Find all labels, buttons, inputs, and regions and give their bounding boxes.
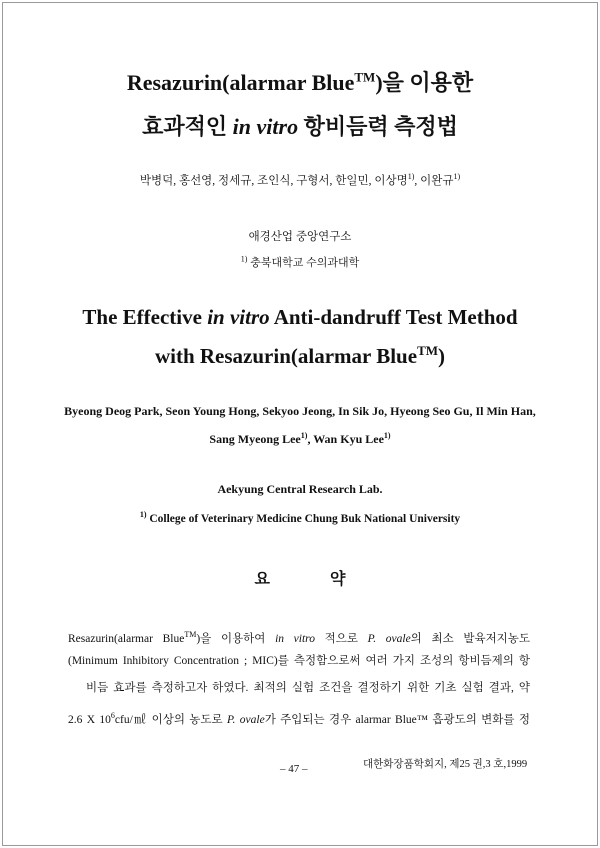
abstract-line-2: (Minimum Inhibitory Concentration ; MIC)를 측정함으로써 여러 가지 조성의 항비듬제의 항	[68, 655, 530, 667]
journal-citation: 대한화장품학회지, 제25 권,3 호,1999	[363, 759, 528, 770]
korean-title-line-1	[0, 66, 600, 97]
abstract-text: 가 주입되는 경우 alarmar Blue™ 흡광도의 변화를 정	[264, 713, 530, 726]
korean-title-text: 효과적인	[142, 114, 233, 139]
korean-author-names: , 이완규	[414, 175, 454, 187]
english-authors-line-1: Byeong Deog Park, Seon Young Hong, Sekyoo Jeong, In Sik Jo, Hyeong Seo Gu, Il Min Han,	[64, 404, 536, 418]
english-author-name: , Wan Kyu Lee	[307, 432, 384, 446]
abstract-text: 의 최소 발육저지농도	[410, 632, 531, 645]
trademark-sup: TM	[417, 343, 439, 358]
abstract-text: cfu/㎖ 이상의 농도로	[114, 713, 228, 726]
abstract-text: )을 이용하여	[196, 632, 276, 645]
english-author-name: Sang Myeong Lee	[209, 432, 301, 446]
affiliation-sup: 1)	[300, 431, 308, 440]
english-title-text: )	[438, 344, 446, 368]
page-number: – 47 –	[280, 763, 308, 775]
affiliation-sup: 1)	[139, 510, 147, 519]
affiliation-sup: 1)	[453, 172, 461, 182]
abstract-italic: P. ovale	[367, 632, 411, 645]
english-title-italic: in vitro	[207, 305, 270, 329]
korean-affiliation-2	[0, 254, 600, 270]
affiliation-sup: 1)	[240, 254, 248, 264]
korean-title-text: 항비듬력 측정법	[298, 114, 458, 139]
korean-affiliation-1: 애경산업 중앙연구소	[248, 231, 352, 243]
abstract-line-3: 비듬 효과를 측정하고자 하였다. 최적의 실험 조건을 결정하기 위한 기초 실험 결과, 약	[86, 682, 530, 694]
abstract-text: 적으로	[314, 632, 368, 645]
korean-authors	[0, 172, 600, 188]
korean-author-names: 박병덕, 홍선영, 정세규, 조인식, 구형서, 한일민, 이상명	[139, 175, 408, 187]
english-affiliation-1: Aekyung Central Research Lab.	[217, 482, 383, 496]
korean-title-italic: in vitro	[232, 114, 299, 139]
english-title-text: Anti-dandruff Test Method	[269, 305, 518, 329]
abstract-italic: P. ovale	[227, 713, 265, 726]
english-title-line-1	[0, 305, 600, 330]
abstract-italic: in vitro	[275, 632, 315, 645]
trademark-sup: TM	[184, 630, 197, 639]
korean-title-line-2	[0, 110, 600, 141]
abstract-line-4	[68, 708, 530, 728]
english-title-text: The Effective	[82, 305, 208, 329]
abstract-text: Resazurin(alarmar Blue	[68, 632, 185, 645]
affiliation-sup: 1)	[383, 431, 391, 440]
abstract-heading-char: 요	[254, 571, 270, 588]
english-authors-line-2	[0, 431, 600, 447]
exponent-sup: 6	[110, 711, 115, 720]
abstract-heading	[0, 566, 600, 589]
korean-title-text: )을 이용한	[375, 70, 474, 95]
abstract-text: 2.6 X 10	[68, 713, 111, 726]
english-affiliation-2	[0, 510, 600, 525]
english-affiliation-text: College of Veterinary Medicine Chung Buk National University	[146, 512, 461, 525]
abstract-heading-char: 약	[330, 571, 346, 588]
english-title-text: with Resazurin(alarmar Blue	[154, 344, 418, 368]
affiliation-sup: 1)	[407, 172, 415, 182]
english-title-line-2	[0, 343, 600, 369]
trademark-sup: TM	[354, 69, 376, 85]
korean-title-text: Resazurin(alarmar Blue	[126, 70, 355, 95]
korean-affiliation-text: 충북대학교 수의과대학	[247, 257, 360, 269]
abstract-line-1	[68, 627, 530, 647]
